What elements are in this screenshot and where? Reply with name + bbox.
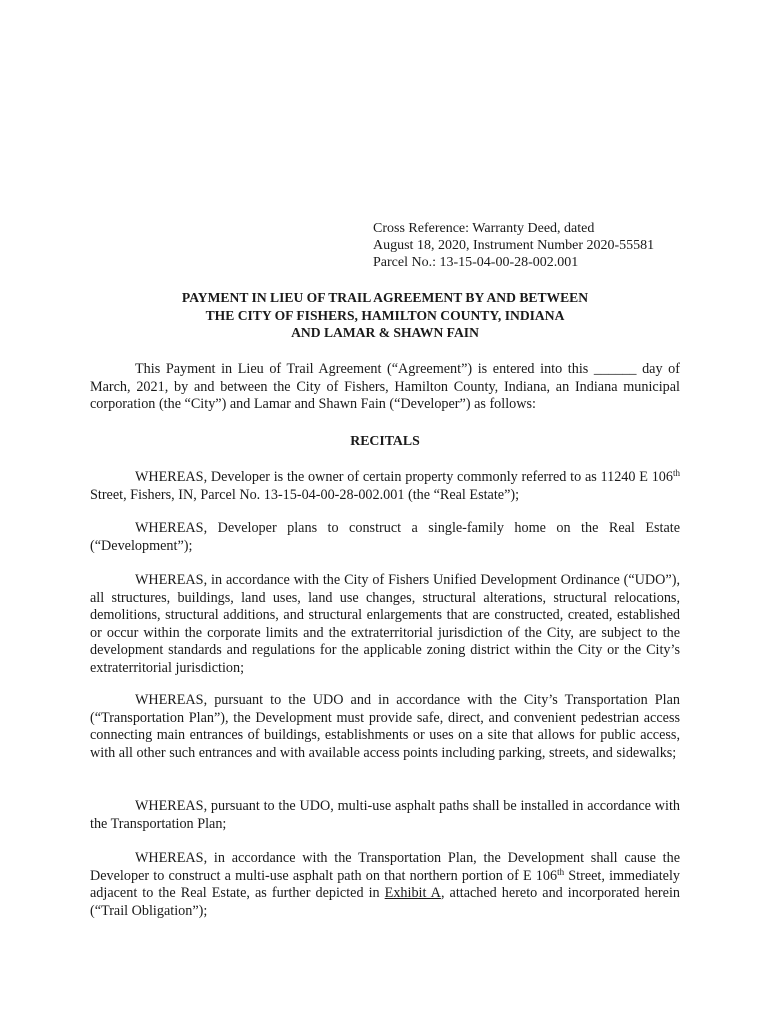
exhibit-a-reference: Exhibit A bbox=[384, 885, 441, 902]
recital-paragraph: WHEREAS, in accordance with the City of Fishers Unified Development Ordinance (“UDO”), all structures, buildings, land uses, land use changes, structural alterations, structural relocations, demolitions, structural additions, and structural enlargements that are constructed, created, established or occur within the corporate limits and the extraterritorial jurisdiction of the City, are subject to the development standards and regulations for the applicable zoning district within the City or the City’s extraterritorial jurisdiction; bbox=[90, 572, 680, 676]
intro-paragraph bbox=[90, 361, 680, 414]
recital-paragraph: WHEREAS, pursuant to the UDO, multi-use asphalt paths shall be installed in accordance with the Transportation Plan; bbox=[90, 798, 680, 832]
recital-paragraph: WHEREAS, pursuant to the UDO and in accordance with the City’s Transportation Plan (“Transportation Plan”), the Development must provide safe, direct, and convenient pedestrian access connecting main entrances of buildings, establishments or uses on a site that allows for public access, with all other such entrances and with available access points including parking, streets, and sidewalks; bbox=[90, 692, 680, 761]
cross-reference-line: Cross Reference: Warranty Deed, dated bbox=[373, 221, 595, 236]
cross-reference-line: Parcel No.: 13-15-04-00-28-002.001 bbox=[373, 255, 579, 270]
document-title bbox=[90, 289, 680, 342]
title-line: PAYMENT IN LIEU OF TRAIL AGREEMENT BY AND BETWEEN bbox=[181, 290, 589, 305]
cross-reference bbox=[373, 220, 654, 271]
recital-paragraph: WHEREAS, Developer is the owner of certain property commonly referred to as 11240 E 106th Street, Fishers, IN, Parcel No. 13-15-04-00-28-002.001 (the “Real Estate”); bbox=[90, 468, 680, 503]
intro-text: This Payment in Lieu of Trail Agreement (“Agreement”) is entered into this ______ day of March, 2021, by and between the City of Fishers, Hamilton County, Indiana, an Indiana municipal corporation (the “City”) and Lamar and Shawn Fain (“Developer”) as follows: bbox=[90, 361, 680, 413]
title-line: AND LAMAR & SHAWN FAIN bbox=[291, 325, 479, 340]
title-line: THE CITY OF FISHERS, HAMILTON COUNTY, INDIANA bbox=[205, 307, 565, 323]
recital-paragraph: WHEREAS, in accordance with the Transportation Plan, the Development shall cause the Developer to construct a multi-use asphalt path on that northern portion of E 106th Street, immediately adjacent to the Real Estate, as further depicted in Exhibit A, attached hereto and incorporated herein (“Trail Obligation”); bbox=[90, 850, 681, 919]
recitals-heading: RECITALS bbox=[350, 433, 420, 448]
cross-reference-line: August 18, 2020, Instrument Number 2020-55581 bbox=[373, 238, 655, 253]
recital-paragraph: WHEREAS, Developer plans to construct a single-family home on the Real Estate (“Development”); bbox=[90, 520, 680, 554]
